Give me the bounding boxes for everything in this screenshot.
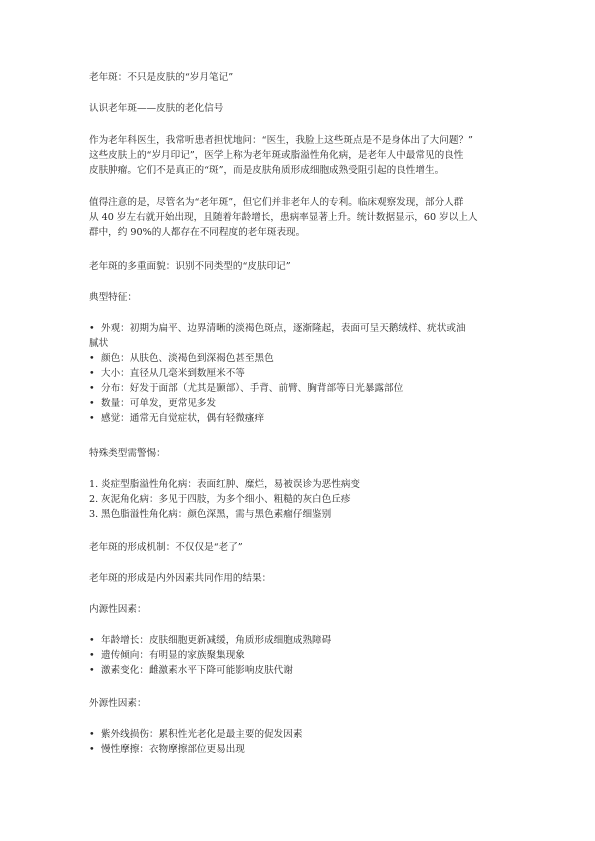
bullet-marker: • <box>89 729 95 740</box>
list-item-text: 激素变化：雌激素水平下降可能影响皮肤代谢 <box>101 665 293 676</box>
typical-features-heading: 典型特征： <box>89 292 137 303</box>
list-item-text: 数量：可单发，更常见多发 <box>101 398 217 409</box>
list-number: 2. <box>89 494 99 505</box>
list-number: 1. <box>89 479 99 490</box>
special-types-list <box>89 477 509 522</box>
list-item <box>89 648 509 663</box>
list-item <box>89 663 509 678</box>
list-item <box>89 477 509 492</box>
paragraph-prevalence <box>89 195 509 240</box>
list-item-text-continued: 腻状 <box>89 338 109 349</box>
external-factors-list <box>89 727 509 757</box>
list-item <box>89 633 509 648</box>
paragraph-line: 从 40 岁左右就开始出现，且随着年龄增长，患病率显著上升。统计数据显示，60 岁以上人 <box>89 212 478 223</box>
bullet-marker: • <box>89 413 95 424</box>
list-item-text: 炎症型脂溢性角化病：表面红肿、糜烂，易被误诊为恶性病变 <box>101 479 361 490</box>
bullet-marker: • <box>89 323 95 334</box>
special-types-heading: 特殊类型需警惕： <box>89 448 166 459</box>
bullet-marker: • <box>89 383 95 394</box>
list-item <box>89 351 509 366</box>
list-item <box>89 492 509 507</box>
list-item-text: 遗传倾向：有明显的家族聚集现象 <box>101 650 245 661</box>
paragraph-line: 群中，约 90%的人都存在不同程度的老年斑表现。 <box>89 227 306 238</box>
paragraph-line: 值得注意的是，尽管名为“老年斑”，但它们并非老年人的专利。临床观察发现，部分人群 <box>89 197 464 208</box>
bullet-marker: • <box>89 635 95 646</box>
paragraph-intro <box>89 133 509 178</box>
list-item-text: 感觉：通常无自觉症状，偶有轻微瘙痒 <box>101 413 265 424</box>
list-item <box>89 411 509 426</box>
paragraph-line: 皮肤肿瘤。它们不是真正的“斑”，而是皮肤角质形成细胞成熟受阻引起的良性增生。 <box>89 165 445 176</box>
list-item-text: 大小：直径从几毫米到数厘米不等 <box>101 368 245 379</box>
mechanism-intro: 老年斑的形成是内外因素共同作用的结果： <box>89 573 272 584</box>
list-item-text: 外观：初期为扁平、边界清晰的淡褐色斑点，逐渐隆起，表面可呈天鹅绒样、疣状或油 <box>101 323 466 334</box>
list-item-text: 慢性摩擦：衣物摩擦部位更易出现 <box>101 744 245 755</box>
bullet-marker: • <box>89 650 95 661</box>
bullet-marker: • <box>89 398 95 409</box>
list-item <box>89 742 509 757</box>
section-heading-mechanism: 老年斑的形成机制：不仅仅是“老了” <box>89 542 243 553</box>
paragraph-line: 作为老年科医生，我常听患者担忧地问：“医生，我脸上这些斑点是不是身体出了大问题？” <box>89 135 473 146</box>
list-item-text: 颜色：从肤色、淡褐色到深褐色甚至黑色 <box>101 353 274 364</box>
list-item <box>89 727 509 742</box>
list-item <box>89 381 509 396</box>
list-item <box>89 507 509 522</box>
bullet-marker: • <box>89 665 95 676</box>
section-heading-recognize: 认识老年斑——皮肤的老化信号 <box>89 103 224 114</box>
list-item <box>89 366 509 381</box>
paragraph-line: 这些皮肤上的“岁月印记”，医学上称为老年斑或脂溢性角化病，是老年人中最常见的良性 <box>89 150 464 161</box>
list-number: 3. <box>89 509 99 520</box>
internal-factors-heading: 内源性因素： <box>89 604 147 615</box>
bullet-marker: • <box>89 353 95 364</box>
list-item-text: 黑色脂溢性角化病：颜色深黑，需与黑色素瘤仔细鉴别 <box>101 509 332 520</box>
list-item-text: 灰泥角化病：多见于四肢，为多个细小、粗糙的灰白色丘疹 <box>101 494 351 505</box>
internal-factors-list <box>89 633 509 678</box>
external-factors-heading: 外源性因素： <box>89 698 147 709</box>
bullet-marker: • <box>89 368 95 379</box>
list-item-text: 分布：好发于面部（尤其是颞部）、手背、前臂、胸背部等日光暴露部位 <box>101 383 404 394</box>
section-heading-types: 老年斑的多重面貌：识别不同类型的“皮肤印记” <box>89 261 291 272</box>
list-item-text: 年龄增长：皮肤细胞更新减缓，角质形成细胞成熟障碍 <box>101 635 332 646</box>
article-title: 老年斑：不只是皮肤的“岁月笔记” <box>89 72 234 83</box>
list-item-text: 紫外线损伤：累积性光老化是最主要的促发因素 <box>101 729 303 740</box>
list-item <box>89 321 509 351</box>
list-item <box>89 396 509 411</box>
typical-features-list <box>89 321 509 426</box>
bullet-marker: • <box>89 744 95 755</box>
